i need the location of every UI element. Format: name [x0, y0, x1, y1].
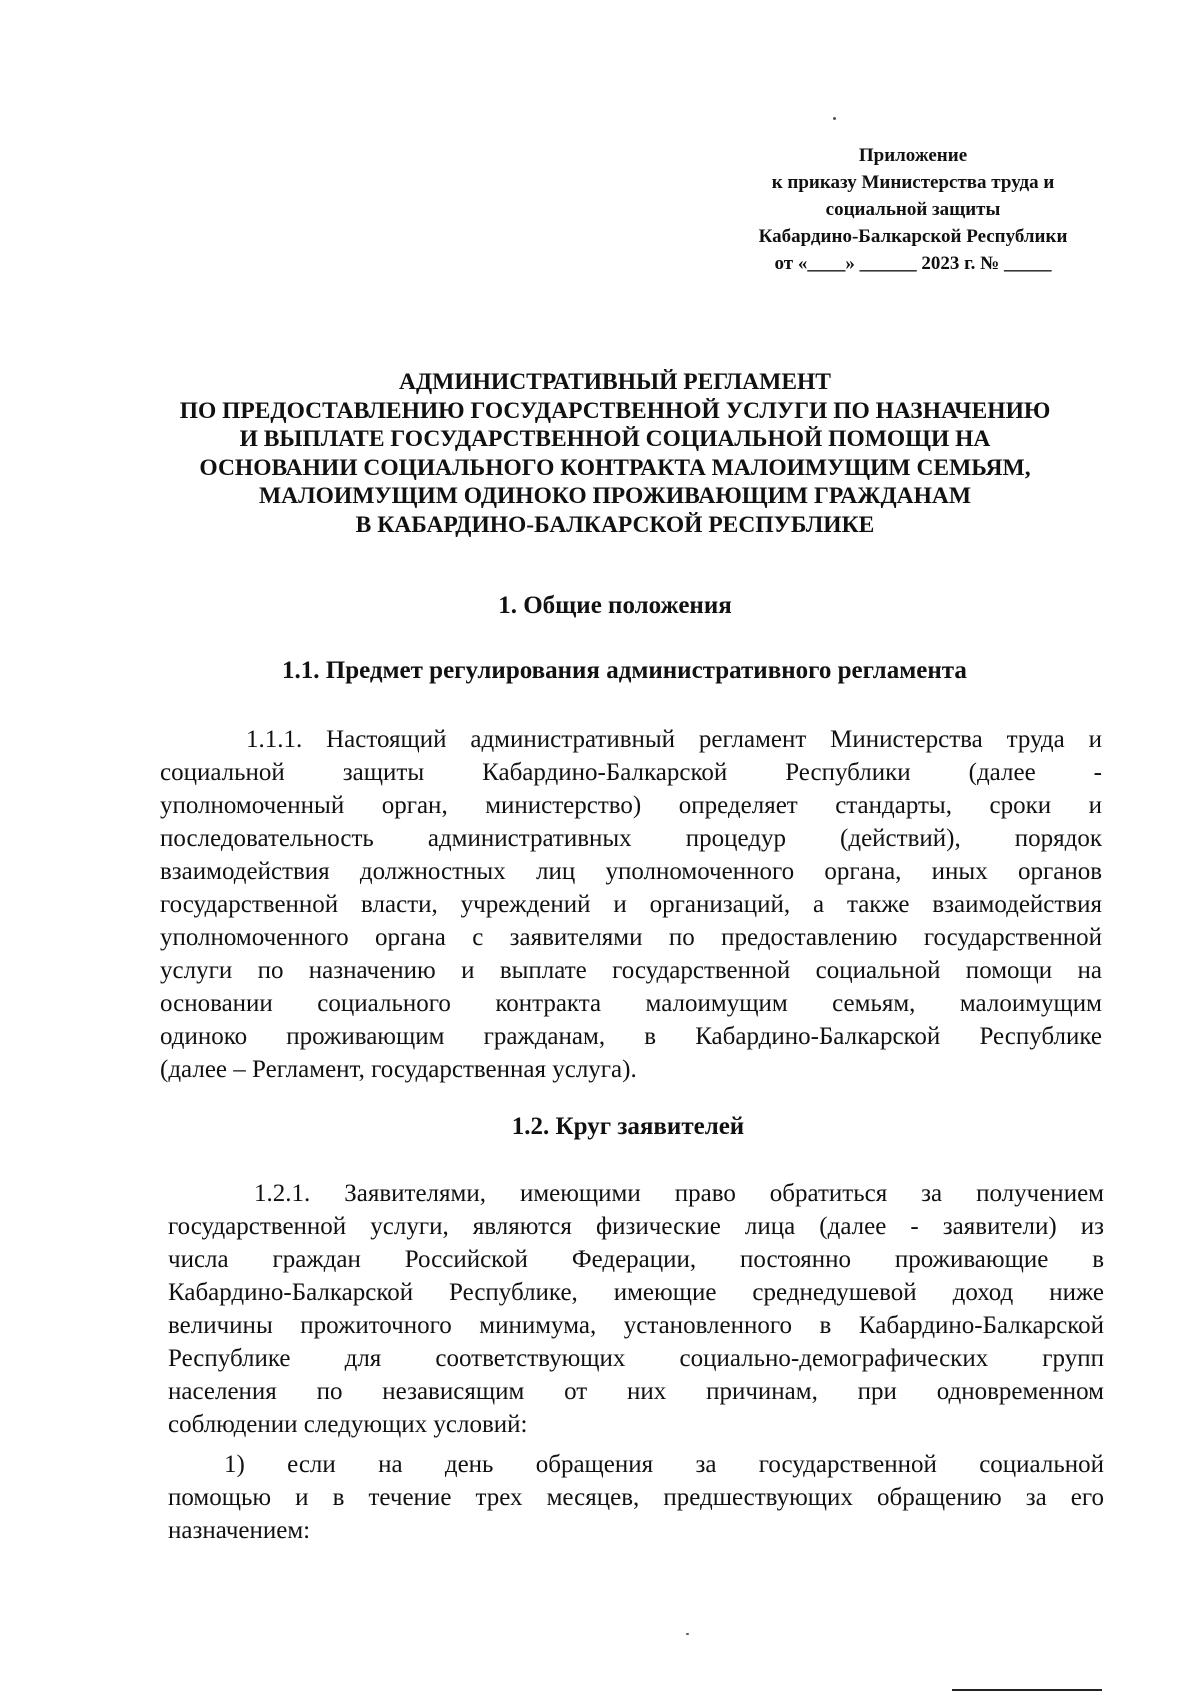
paragraph-line: 1.2.1. Заявителями, имеющими право обратиться за получением: [254, 1180, 1104, 1207]
subsection-heading-applicants: 1.2. Круг заявителей: [511, 1113, 745, 1140]
paragraph-line: государственной услуги, являются физические лица (далее - заявители) из: [168, 1213, 1104, 1240]
paragraph-line: числа граждан Российской Федерации, постоянно проживающие в: [168, 1246, 1104, 1273]
appendix-date-line: от «____» ______ 2023 г. № _____: [774, 253, 1052, 274]
paragraph-line: Республике для соответствующих социально-демографических групп: [168, 1345, 1104, 1372]
paragraph-line: одиноко проживающим гражданам, в Кабардино-Балкарской Республике: [160, 1023, 1102, 1050]
scan-speck: [686, 1633, 689, 1635]
appendix-line: социальной защиты: [825, 199, 1001, 220]
paragraph-line: взаимодействия должностных лиц уполномоченного органа, иных органов: [160, 858, 1102, 885]
list-item-1: [168, 1448, 1104, 1547]
paragraph-line: основании социального контракта малоимущим семьям, малоимущим: [160, 990, 1102, 1017]
paragraph-line: последовательность административных процедур (действий), порядок: [160, 825, 1102, 852]
appendix-line: к приказу Министерства труда и: [771, 172, 1055, 193]
paragraph-line: помощью и в течение трех месяцев, предшествующих обращению за его: [168, 1484, 1104, 1511]
footer-rule: [952, 1689, 1102, 1691]
paragraph-line: уполномоченный орган, министерство) определяет стандарты, сроки и: [160, 792, 1102, 819]
paragraph-line: Кабардино-Балкарской Республике, имеющие среднедушевой доход ниже: [168, 1279, 1104, 1306]
paragraph-line: услуги по назначению и выплате государственной социальной помощи на: [160, 957, 1102, 984]
paragraph-line: 1.1.1. Настоящий административный регламент Министерства труда и: [246, 726, 1102, 753]
appendix-block: [728, 142, 1098, 277]
title-line: ПО ПРЕДОСТАВЛЕНИЮ ГОСУДАРСТВЕННОЙ УСЛУГИ ПО НАЗНАЧЕНИЮ: [179, 397, 1051, 424]
paragraph-line: уполномоченного органа с заявителями по предоставлению государственной: [160, 924, 1102, 951]
title-line: АДМИНИСТРАТИВНЫЙ РЕГЛАМЕНТ: [399, 369, 831, 395]
paragraph-1-2-1: [168, 1177, 1104, 1441]
title-line: И ВЫПЛАТЕ ГОСУДАРСТВЕННОЙ СОЦИАЛЬНОЙ ПОМОЩИ НА: [239, 426, 991, 452]
paragraph-line: государственной власти, учреждений и организаций, а также взаимодействия: [160, 891, 1102, 918]
paragraph-line: величины прожиточного минимума, установленного в Кабардино-Балкарской: [168, 1312, 1104, 1339]
paragraph-line: (далее – Регламент, государственная услуга).: [160, 1056, 637, 1083]
paragraph-line: соблюдении следующих условий:: [168, 1411, 528, 1438]
paragraph-line: 1) если на день обращения за государственной социальной: [224, 1451, 1104, 1478]
appendix-line: Приложение: [858, 145, 968, 166]
document-title: [150, 368, 1080, 539]
subsection-heading-subject: 1.1. Предмет регулирования административного регламента: [282, 657, 967, 684]
section-heading-general: 1. Общие положения: [498, 592, 732, 619]
scan-speck: [833, 117, 836, 120]
paragraph-line: населения по независящим от них причинам, при одновременном: [168, 1378, 1104, 1405]
title-line: ОСНОВАНИИ СОЦИАЛЬНОГО КОНТРАКТА МАЛОИМУЩИМ СЕМЬЯМ,: [199, 454, 1031, 481]
title-line: В КАБАРДИНО-БАЛКАРСКОЙ РЕСПУБЛИКЕ: [355, 511, 875, 538]
paragraph-line: назначением:: [168, 1517, 311, 1544]
paragraph-line: социальной защиты Кабардино-Балкарской Республики (далее -: [160, 759, 1102, 786]
appendix-line: Кабардино-Балкарской Республики: [758, 226, 1068, 247]
paragraph-1-1-1: [160, 723, 1102, 1086]
title-line: МАЛОИМУЩИМ ОДИНОКО ПРОЖИВАЮЩИМ ГРАЖДАНАМ: [258, 483, 972, 509]
